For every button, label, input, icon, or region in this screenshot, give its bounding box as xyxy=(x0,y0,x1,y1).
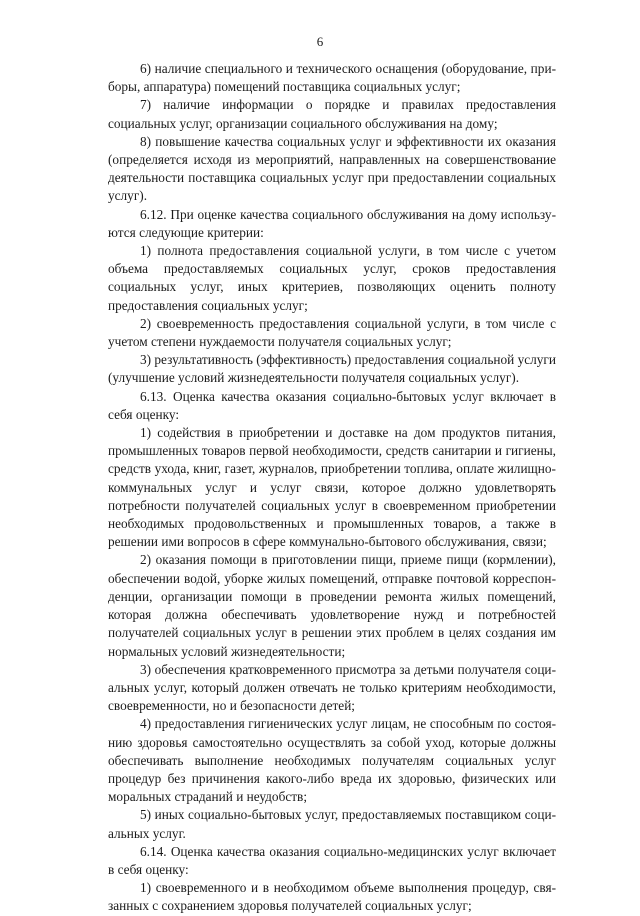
list-item-7-information: 7) наличие информации о порядке и правилах предоставления социальных услуг, организации социального обслуживания на дому; xyxy=(108,97,556,131)
criterion-1-completeness: 1) полнота предоставления социальной услуги, в том числе с учетом объема предоставляемых социальных услуг, сроков предоставления социальных услуг, иных критериев, позволяющих оценить полноту предоставления социальных услуг; xyxy=(108,243,556,313)
clause-6-13: 6.13. Оценка качества оказания социально-бытовых услуг включает в себя оценку: xyxy=(108,388,556,422)
household-item-1-purchasing: 1) содействия в приобретении и доставке на дом продуктов питания, промышленных товаров первой необходимости, средств санитарии и гигиены, средств ухода, книг, газет, журналов, приобретении топлива, оплате жилищно-коммунальных услуг и услуг связи, которое должно удовлетворять потребности получателей социальных услуг в своевременном приобретении необходимых продовольственных и промышленных товаров, а также в решении ими вопросов в сфере коммунально-бытового обслуживания, связи; xyxy=(108,425,556,550)
household-item-3-child-supervision: 3) обеспечения кратковременного присмотра за детьми получателя социальных услуг, который должен отвечать не только критериям необходимости, своевременности, но и безопасности детей; xyxy=(108,661,556,714)
medical-item-1-procedures: 1) своевременного и в необходимом объеме выполнения процедур, связанных с сохранением здоровья получателей социальных услуг; xyxy=(108,880,556,914)
page-number: 6 xyxy=(316,34,324,49)
household-item-5-other: 5) иных социально-бытовых услуг, предоставляемых поставщиком социальных услуг. xyxy=(108,807,556,841)
document-body xyxy=(108,60,556,916)
household-item-4-hygiene: 4) предоставления гигиенических услуг лицам, не способным по состоянию здоровья самостоятельно осуществлять за собой уход, которые должны обеспечивать выполнение необходимых получателям социальных услуг процедур без причинения какого-либо вреда их здоровью, физических или моральных страданий и неудобств; xyxy=(108,716,556,805)
list-item-6-equipment: 6) наличие специального и технического оснащения (оборудование, приборы, аппаратура) помещений поставщика социальных услуг; xyxy=(108,61,556,95)
clause-6-12: 6.12. При оценке качества социального обслуживания на дому используются следующие критерии: xyxy=(108,206,556,240)
criterion-3-effectiveness: 3) результативность (эффективность) предоставления социальной услуги (улучшение условий жизнедеятельности получателя социальных услуг). xyxy=(108,352,556,386)
clause-6-14: 6.14. Оценка качества оказания социально-медицинских услуг включает в себя оценку: xyxy=(108,843,556,877)
criterion-2-timeliness: 2) своевременность предоставления социальной услуги, в том числе с учетом степени нуждаемости получателя социальных услуг; xyxy=(108,315,556,350)
household-item-2-meals-cleaning: 2) оказания помощи в приготовлении пищи, приеме пищи (кормлении), обеспечении водой, уборке жилых помещений, отправке почтовой корреспонденции, организации помощи в проведении ремонта жилых помещений, которая должна обеспечивать удовлетворение нужд и потребностей получателей социальных услуг в решении этих проблем в целях создания им нормальных условий жизнедеятельности; xyxy=(108,552,556,659)
list-item-8-quality-improvement: 8) повышение качества социальных услуг и эффективности их оказания (определяется исходя из мероприятий, направленных на совершенствование деятельности поставщика социальных услуг при предоставлении социальных услуг). xyxy=(108,133,556,204)
